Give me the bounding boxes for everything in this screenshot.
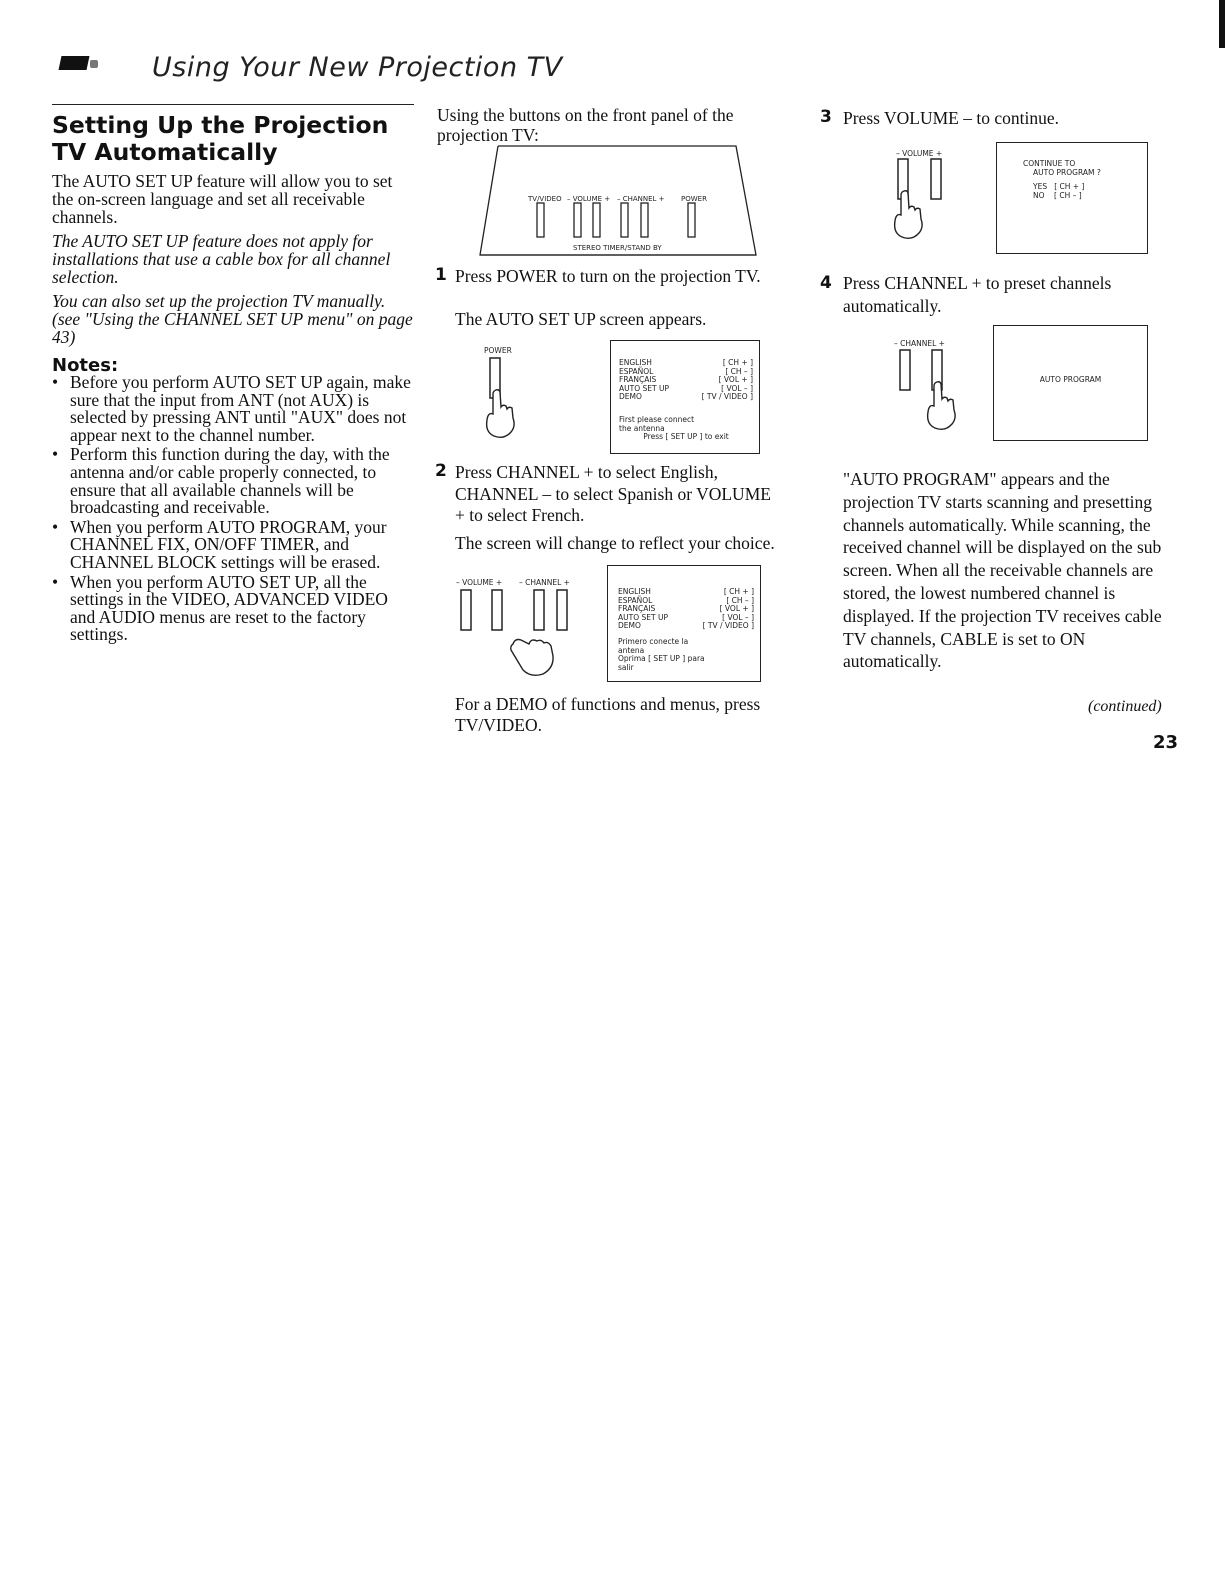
hand-icon bbox=[511, 640, 553, 676]
osd-auto-program bbox=[993, 325, 1148, 441]
osd3-line: AUTO PROGRAM ? bbox=[1033, 167, 1101, 177]
step1-text: Press POWER to turn on the projection TV. bbox=[455, 266, 761, 286]
osd2-footer: Oprima [ SET UP ] para bbox=[618, 654, 705, 664]
osd-auto-setup-spanish bbox=[607, 565, 761, 682]
power-button bbox=[688, 203, 695, 237]
continued-note: (continued) bbox=[1088, 698, 1162, 715]
step-number-3: 3 bbox=[820, 107, 832, 127]
demo-note: For a DEMO of functions and menus, press TV/VIDEO. bbox=[455, 694, 761, 735]
osd3-no-option: NO [ CH – ] bbox=[1033, 190, 1082, 200]
auto-program-description: "AUTO PROGRAM" appears and the projection TV starts scanning and presetting channels automatically. While scanning, the received channel will be displayed on the sub screen. When all the receivable channels are stored, the lowest numbered channel is displayed. If the projection TV receives cable TV channels, CABLE is set to ON automatically. bbox=[843, 469, 1162, 672]
step-number-4: 4 bbox=[820, 273, 832, 293]
step2-subtext: The screen will change to reflect your choice. bbox=[455, 533, 775, 553]
page-header-title: Using Your New Projection TV bbox=[152, 52, 563, 83]
panel-label-channel: – CHANNEL + bbox=[617, 195, 665, 203]
front-panel-intro: Using the buttons on the front panel of the projection TV: bbox=[437, 105, 734, 145]
osd2-footer: Primero conecte la bbox=[618, 636, 689, 646]
osd2-option: ENGLISH bbox=[618, 587, 651, 596]
panel-label-power: POWER bbox=[681, 195, 707, 203]
osd1-footer: Press [ SET UP ] to exit bbox=[643, 432, 729, 442]
osd1-footer: First please connect bbox=[619, 414, 695, 424]
osd2-key: [ CH + ] bbox=[723, 587, 754, 596]
panel-label-bottom: STEREO TIMER/STAND BY bbox=[573, 244, 662, 252]
step1-press-hand-illustration bbox=[478, 356, 528, 446]
section-italic-note-cablebox: The AUTO SET UP feature does not apply for installations that use a cable box for all channel selection. bbox=[52, 231, 391, 287]
osd1-option: DEMO bbox=[619, 392, 642, 402]
osd2-footer: antena bbox=[618, 645, 645, 655]
channel-minus-button bbox=[621, 203, 628, 237]
osd2-key: [ CH – ] bbox=[726, 595, 754, 605]
step2-volume-label: – VOLUME + bbox=[456, 578, 503, 587]
osd-auto-setup-english bbox=[610, 340, 760, 454]
osd1-key: [ VOL + ] bbox=[718, 375, 753, 385]
tvvideo-button bbox=[537, 203, 544, 237]
step2-buttons-illustration bbox=[455, 588, 580, 680]
step1-button-label: POWER bbox=[484, 346, 512, 355]
notes-list bbox=[52, 374, 414, 646]
osd2-option: DEMO bbox=[618, 621, 641, 631]
osd2-option: FRANÇAIS bbox=[618, 604, 656, 614]
osd2-key: [ TV / VIDEO ] bbox=[702, 621, 754, 631]
header-logo-mark-small bbox=[90, 60, 98, 68]
osd1-option: AUTO SET UP bbox=[619, 383, 669, 393]
section-intro: The AUTO SET UP feature will allow you to set the on-screen language and set all receivable channels. bbox=[52, 171, 393, 227]
note-item: • Perform this function during the day, with the antenna and/or cable properly connected, to ensure that all available channels will be broadcasting and receivable. bbox=[52, 446, 414, 516]
panel-label-tvvideo: TV/VIDEO bbox=[528, 195, 562, 203]
volume-plus-button bbox=[593, 203, 600, 237]
osd1-key: [ CH – ] bbox=[725, 366, 753, 376]
osd2-key: [ VOL + ] bbox=[719, 604, 754, 614]
osd1-option: FRANÇAIS bbox=[619, 375, 657, 385]
step3-press-hand-illustration bbox=[893, 157, 953, 247]
osd2-option: ESPAÑOL bbox=[618, 595, 653, 605]
step3-button-label: – VOLUME + bbox=[896, 149, 943, 158]
step1-subtext: The AUTO SET UP screen appears. bbox=[455, 309, 707, 329]
step2-text: Press CHANNEL + to select English, CHANNEL – to select Spanish or VOLUME + to select French. bbox=[455, 462, 771, 525]
step-number-2: 2 bbox=[435, 461, 447, 481]
volume-minus-button bbox=[574, 203, 581, 237]
osd3-line: CONTINUE TO bbox=[1023, 159, 1076, 168]
notes-heading: Notes: bbox=[52, 355, 119, 376]
osd3-yes-option: YES [ CH + ] bbox=[1033, 182, 1085, 192]
page-number: 23 bbox=[1153, 732, 1179, 753]
osd2-option: AUTO SET UP bbox=[618, 612, 668, 622]
channel-plus-button bbox=[641, 203, 648, 237]
step3-text: Press VOLUME – to continue. bbox=[843, 108, 1059, 128]
step2-channel-label: – CHANNEL + bbox=[519, 578, 570, 587]
osd-continue-auto-program bbox=[996, 142, 1148, 254]
step4-text: Press CHANNEL + to preset channels automatically. bbox=[843, 273, 1112, 316]
step-number-1: 1 bbox=[435, 265, 447, 285]
osd1-key: [ VOL – ] bbox=[721, 383, 753, 393]
osd2-key: [ VOL – ] bbox=[722, 612, 754, 622]
panel-label-volume: – VOLUME + bbox=[567, 195, 611, 203]
section-italic-note-manual: You can also set up the projection TV manually. (see "Using the CHANNEL SET UP menu" on page 43) bbox=[52, 291, 413, 347]
section-rule bbox=[52, 104, 414, 105]
note-item: • Before you perform AUTO SET UP again, make sure that the input from ANT (not AUX) is selected by pressing ANT until "AUX" does not appear next to the channel number. bbox=[52, 374, 414, 444]
page-edge-bar bbox=[1219, 0, 1225, 48]
step4-button-label: – CHANNEL + bbox=[894, 339, 945, 348]
header-logo-mark bbox=[59, 56, 90, 70]
osd4-text: AUTO PROGRAM bbox=[1039, 375, 1102, 384]
osd1-option: ESPAÑOL bbox=[619, 366, 654, 376]
note-item: • When you perform AUTO SET UP, all the settings in the VIDEO, ADVANCED VIDEO and AUDIO menus are reset to the factory settings. bbox=[52, 574, 414, 644]
osd1-key: [ TV / VIDEO ] bbox=[701, 392, 753, 402]
osd1-key: [ CH + ] bbox=[722, 358, 753, 367]
step4-press-hand-illustration bbox=[893, 348, 963, 438]
osd1-footer: the antenna bbox=[619, 423, 665, 433]
note-item: • When you perform AUTO PROGRAM, your CHANNEL FIX, ON/OFF TIMER, and CHANNEL BLOCK settings will be erased. bbox=[52, 519, 414, 572]
osd1-option: ENGLISH bbox=[619, 358, 652, 367]
osd2-footer: salir bbox=[618, 662, 634, 672]
section-title: Setting Up the Projection TV Automatically bbox=[52, 111, 389, 166]
